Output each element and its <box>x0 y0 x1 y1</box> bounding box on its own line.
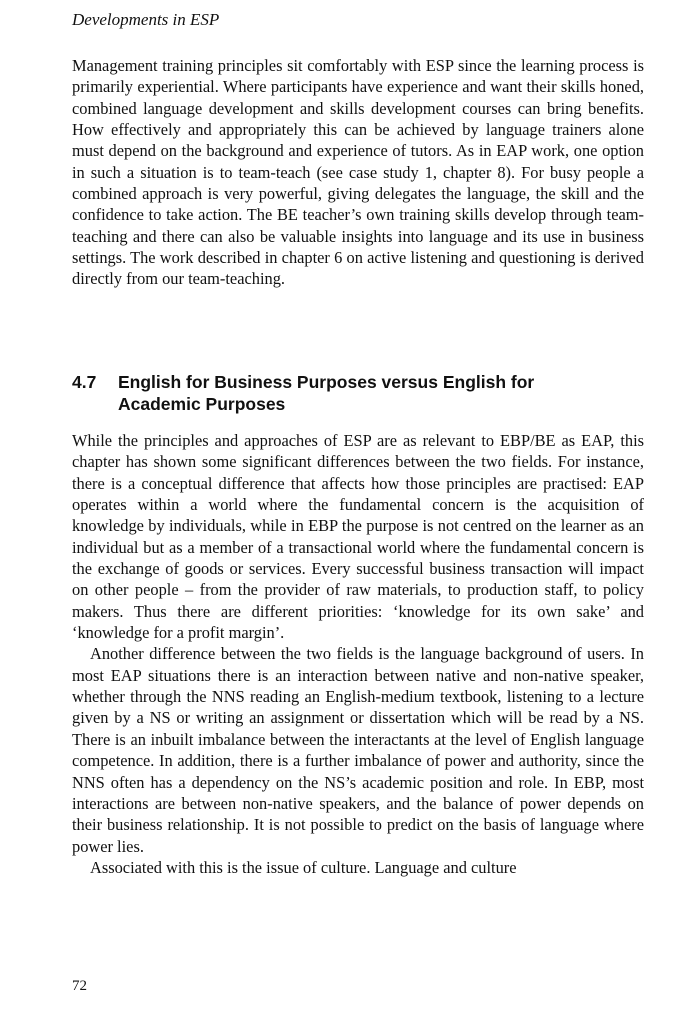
paragraph-2: Another difference between the two fields is the language background of users. In most EAP situations there is an interaction between native and non-native speaker, whether through the NNS reading an English-medium textbook, listening to a lecture given by a NS or writing an assignment or dissertation which will be read by a NS. There is an inbuilt imbalance between the interactants at the level of English language competence. In addition, there is a further imbalance of power and authority, since the NNS often has a dependency on the NS’s academic position and role. In EBP, most interactions are between non-native speakers, and the balance of power depends on their business relationship. It is not possible to predict on the basis of language where power lies. <box>72 644 644 856</box>
paragraph-1: While the principles and approaches of ESP are as relevant to EBP/BE as EAP, this chapter has shown some significant differences between the two fields. For instance, there is a conceptual difference that affects how those principles are practised: EAP operates within a world where the fundamental concern is the acquisition of knowledge by individuals, while in EBP the purpose is not centred on the learner as an individual but as a member of a transactional world where the fundamental concern is the exchange of goods or services. Every successful business transaction will impact on other people – from the provider of raw materials, to production staff, to policy makers. Thus there are different priorities: ‘knowledge for its own sake’ and ‘knowledge for a profit margin’. <box>72 431 644 643</box>
running-head: Developments in ESP <box>72 10 220 29</box>
section-number: 4.7 <box>72 372 97 392</box>
section-title: English for Business Purposes versus English for Academic Purposes <box>118 372 535 414</box>
paragraph-intro: Management training principles sit comfortably with ESP since the learning process is primarily experiential. Where participants have experience and want their skills honed, combined language development and skills development courses can bring benefits. How effectively and appropriately this can be achieved by language trainers alone must depend on the background and experience of tutors. As in EAP work, one option in such a situation is to team-teach (see case study 1, chapter 8). For busy people a combined approach is very powerful, giving delegates the language, the skill and the confidence to take action. The BE teacher’s own training skills develop through team-teaching and there can also be valuable insights into language and its use in business settings. The work described in chapter 6 on active listening and questioning is derived directly from our team-teaching. <box>72 56 644 289</box>
paragraph-3: Associated with this is the issue of culture. Language and culture <box>90 857 517 877</box>
section-heading <box>72 371 644 415</box>
intro-block <box>72 55 644 290</box>
page-number: 72 <box>72 978 87 994</box>
section-body <box>72 430 644 878</box>
